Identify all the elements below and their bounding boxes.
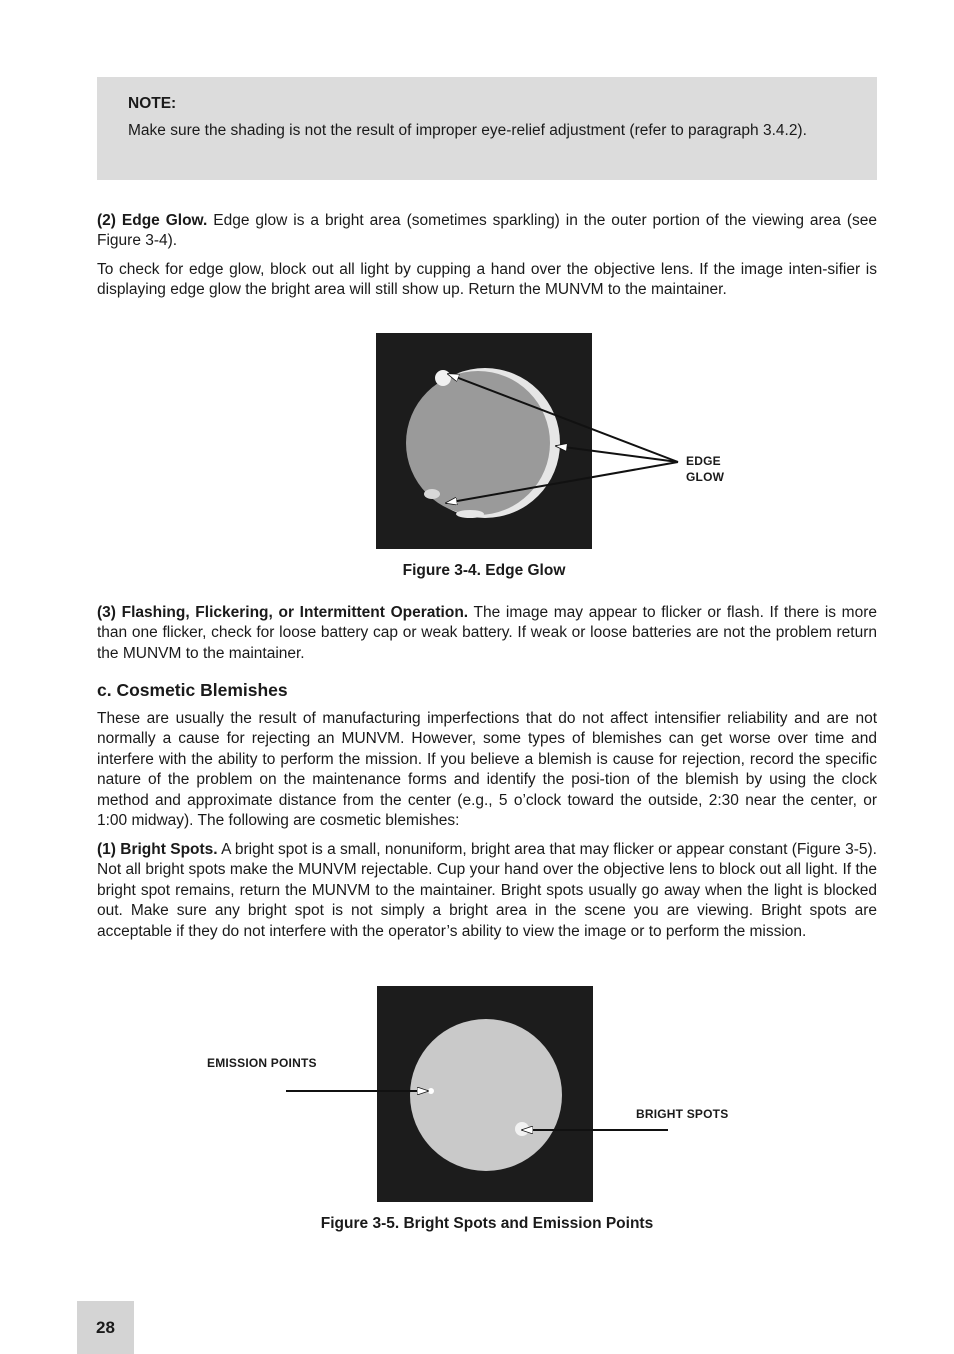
- flashing-lead: (3) Flashing, Flickering, or Intermittent Operation.: [97, 604, 469, 621]
- bright-spots-circle: [410, 1019, 562, 1171]
- cosmetic-blemishes-paragraph: These are usually the result of manufacturing imperfections that do not affect intensifier reliability and are not normally a cause for rejecting an MUNVM. However, some types of blemishes can get worse over time and interfere with the ability to perform the mission. If you believe a blemish is cause for rejection, record the specific nature of the problem on the maintenance forms and identify the posi-tion of the blemish by using the clock method and approximate distance from the center (e.g., 5 o’clock toward the outside, 2:30 near the center, or 1:00 midway). The following are cosmetic blemishes:: [97, 710, 877, 830]
- edge-glow-lead: (2) Edge Glow.: [97, 212, 208, 229]
- edge-glow-check-paragraph: To check for edge glow, block out all light by cupping a hand over the objective lens. If the image inten-sifier is displaying edge glow the bright area will still show up. Return the MUNVM to the maintainer.: [97, 261, 877, 299]
- note-title: NOTE:: [128, 95, 177, 112]
- bright-spots-text: A bright spot is a small, nonuniform, bright area that may flicker or appear constant (Figure 3-5). Not all bright spots make the MUNVM rejectable. Cup your hand over the objective lens to block out all light. If the bright spot remains, return the MUNVM to the maintainer. Bright spots usually go away when the light is blocked out. Make sure any bright spot is not simply a bright area in the scene you are viewing. Bright spots are acceptable if they do not interfere with the operator’s ability to view the image or to perform the mission.: [97, 841, 877, 940]
- bright-spots-label: BRIGHT SPOTS: [636, 1107, 729, 1121]
- emission-points-label: EMISSION POINTS: [207, 1056, 317, 1070]
- page-number: 28: [77, 1301, 134, 1354]
- figure-3-4-caption: Figure 3-4. Edge Glow: [402, 562, 566, 579]
- note-body: Make sure the shading is not the result of improper eye-relief adjustment (refer to paragraph 3.4.2).: [128, 122, 807, 139]
- figure-3-5-caption: Figure 3-5. Bright Spots and Emission Points: [320, 1215, 654, 1232]
- flashing-text: The image may appear to flicker or flash. If there is more than one flicker, check for loose battery cap or weak battery. If weak or loose batteries are not the problem return the MUNVM to the maintainer.: [97, 604, 877, 662]
- edge-glow-label-line2: GLOW: [686, 470, 725, 484]
- edge-glow-text: Edge glow is a bright area (sometimes sparkling) in the outer portion of the viewing area (see Figure 3-4).: [97, 212, 877, 250]
- emission-point: [428, 1088, 434, 1094]
- cosmetic-blemishes-heading: c. Cosmetic Blemishes: [97, 680, 288, 700]
- bright-spots-lead: (1) Bright Spots.: [97, 841, 218, 858]
- edge-glow-label-line1: EDGE: [686, 454, 721, 468]
